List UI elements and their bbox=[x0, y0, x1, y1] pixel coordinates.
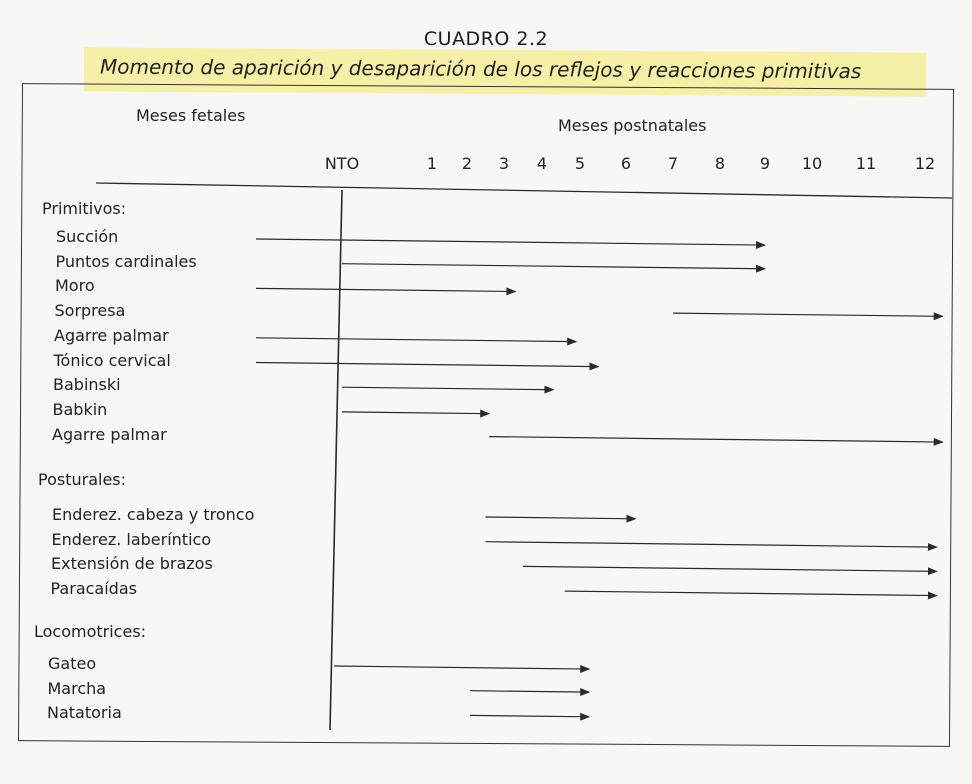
duration-arrow bbox=[470, 715, 589, 716]
row-label: Enderez. laberíntico bbox=[51, 529, 212, 549]
duration-arrow bbox=[489, 437, 943, 442]
axis-tick-9: 9 bbox=[759, 154, 771, 173]
duration-arrow bbox=[342, 264, 765, 269]
row-label: Succión bbox=[56, 227, 119, 246]
duration-arrow bbox=[342, 387, 553, 390]
axis-tick-nto: NTO bbox=[324, 154, 360, 173]
row-label: Marcha bbox=[47, 678, 107, 698]
axis-tick-4: 4 bbox=[536, 154, 548, 173]
row-label: Natatoria bbox=[47, 703, 122, 723]
axis-tick-2: 2 bbox=[461, 154, 473, 173]
duration-arrow bbox=[486, 542, 937, 547]
duration-arrow bbox=[256, 239, 765, 245]
axis-tick-7: 7 bbox=[667, 154, 679, 173]
section-heading: Primitivos: bbox=[42, 199, 127, 218]
axis-tick-12: 12 bbox=[914, 154, 936, 173]
row-label: Agarre palmar bbox=[54, 325, 169, 345]
row-label: Puntos cardinales bbox=[55, 251, 197, 271]
table-subtitle: Momento de aparición y desaparición de los reflejos y reacciones primitivas bbox=[99, 54, 862, 84]
header-divider bbox=[96, 183, 952, 198]
duration-arrow bbox=[334, 666, 589, 669]
row-label: Sorpresa bbox=[54, 301, 126, 321]
postnatal-months-header: Meses postnatales bbox=[558, 116, 707, 135]
birth-axis-line bbox=[330, 190, 342, 730]
duration-arrow bbox=[673, 313, 943, 316]
section-heading: Posturales: bbox=[38, 470, 127, 489]
axis-tick-5: 5 bbox=[574, 154, 586, 173]
table-title: CUADRO 2.2 bbox=[423, 28, 549, 50]
duration-arrow bbox=[342, 412, 489, 414]
arrows-group bbox=[256, 239, 943, 717]
duration-arrow bbox=[486, 517, 636, 519]
axis-tick-8: 8 bbox=[714, 154, 726, 173]
row-label: Paracaídas bbox=[50, 579, 137, 599]
section-heading: Locomotrices: bbox=[34, 622, 147, 641]
axis-tick-6: 6 bbox=[620, 154, 632, 173]
axis-tick-1: 1 bbox=[426, 154, 438, 173]
axis-tick-10: 10 bbox=[801, 154, 823, 173]
row-label: Moro bbox=[55, 276, 95, 296]
duration-arrow bbox=[470, 691, 589, 692]
duration-arrow bbox=[256, 338, 576, 342]
row-label: Tónico cervical bbox=[53, 350, 171, 370]
axis-tick-11: 11 bbox=[855, 154, 877, 173]
fetal-months-header: Meses fetales bbox=[136, 106, 246, 125]
row-label: Babinski bbox=[53, 375, 121, 395]
row-label: Extensión de brazos bbox=[51, 554, 213, 574]
row-label: Gateo bbox=[48, 654, 97, 673]
row-label: Agarre palmar bbox=[52, 424, 167, 444]
duration-arrow bbox=[256, 363, 598, 367]
axis-tick-3: 3 bbox=[498, 154, 510, 173]
duration-arrow bbox=[523, 566, 937, 571]
row-label: Babkin bbox=[52, 399, 108, 419]
duration-arrow bbox=[565, 591, 937, 595]
row-label: Enderez. cabeza y tronco bbox=[52, 505, 255, 524]
duration-arrow bbox=[256, 288, 515, 291]
